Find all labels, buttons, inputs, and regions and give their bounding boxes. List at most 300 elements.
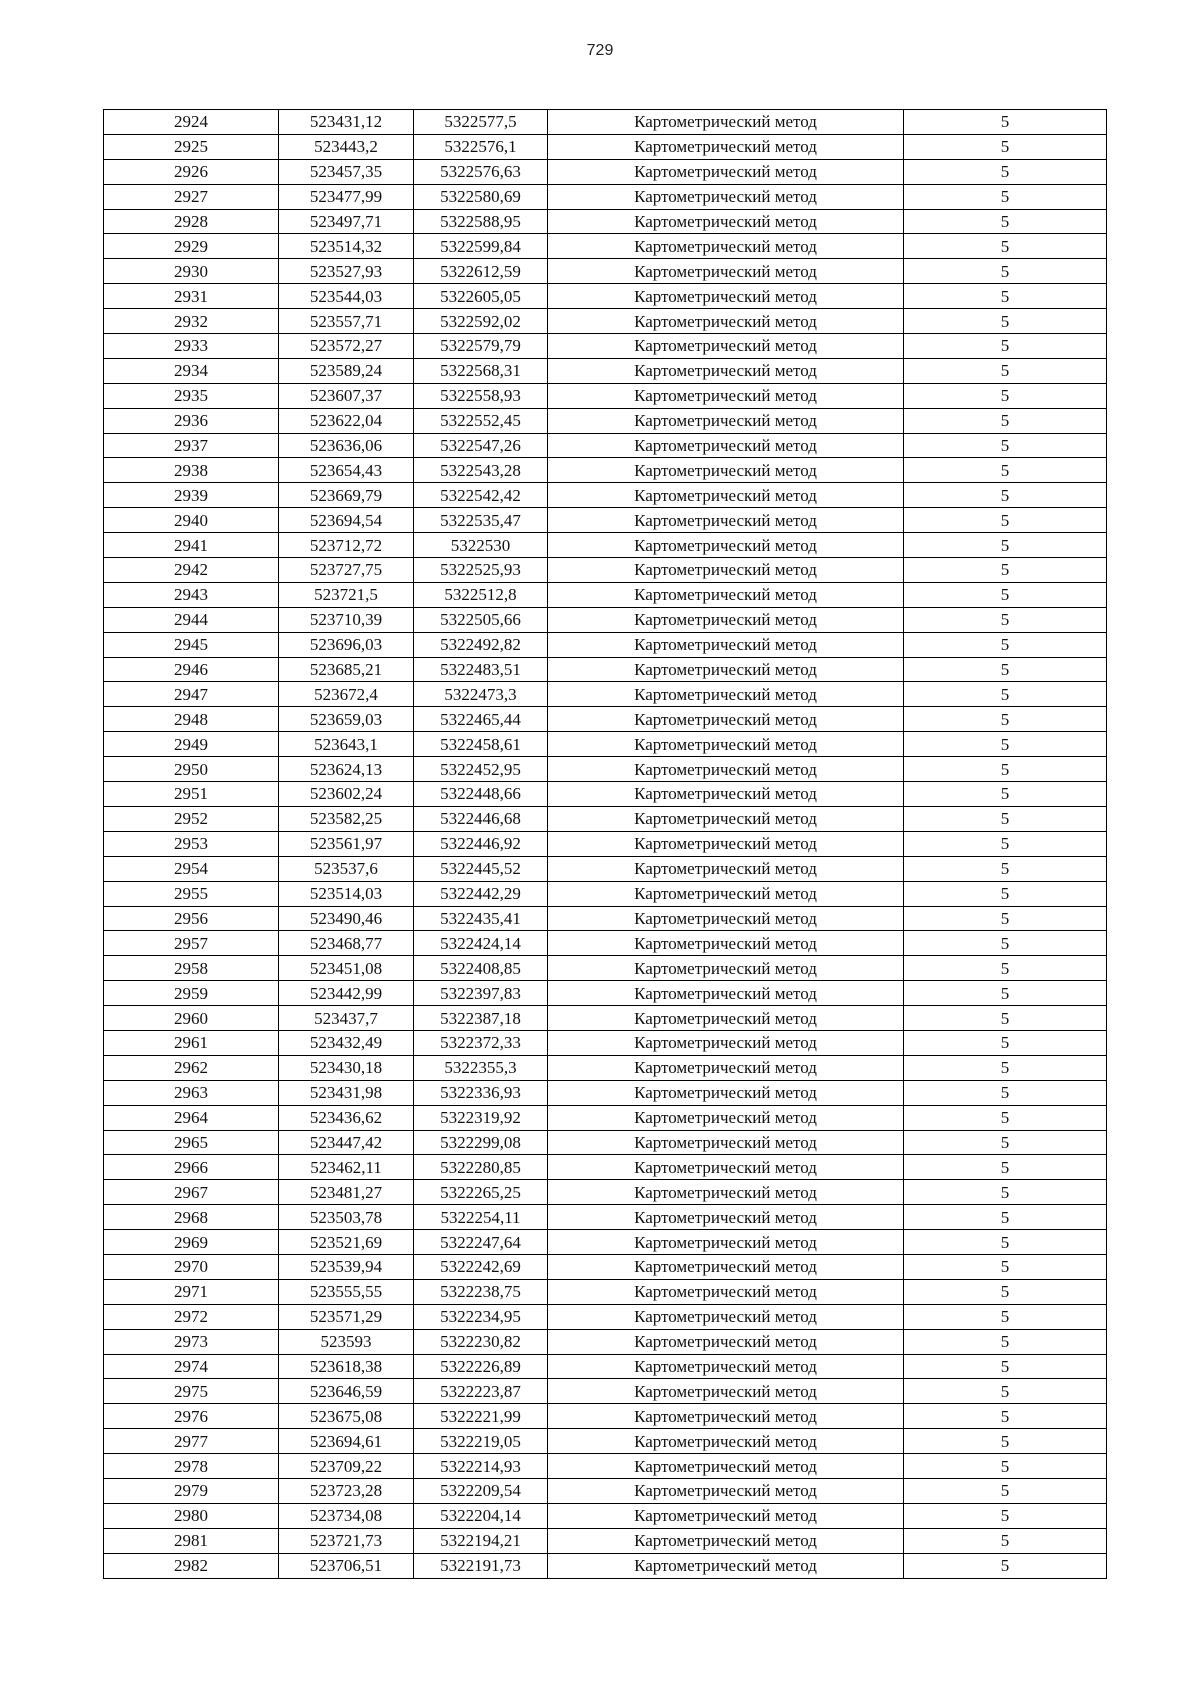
- x-coordinate-cell: 523709,22: [279, 1454, 414, 1479]
- table-row: [104, 110, 1107, 135]
- y-coordinate-cell: 5322247,64: [414, 1230, 548, 1255]
- x-coordinate-cell: 523669,79: [279, 483, 414, 508]
- accuracy-cell: 5: [904, 1279, 1107, 1304]
- method-cell: Картометрический метод: [548, 1205, 904, 1230]
- point-number-cell: 2965: [104, 1130, 279, 1155]
- accuracy-cell: 5: [904, 757, 1107, 782]
- table-row: [104, 1155, 1107, 1180]
- point-number-cell: 2953: [104, 831, 279, 856]
- x-coordinate-cell: 523431,98: [279, 1080, 414, 1105]
- accuracy-cell: 5: [904, 1080, 1107, 1105]
- point-number-cell: 2936: [104, 408, 279, 433]
- y-coordinate-cell: 5322191,73: [414, 1553, 548, 1578]
- table-row: [104, 1006, 1107, 1031]
- method-cell: Картометрический метод: [548, 533, 904, 558]
- x-coordinate-cell: 523712,72: [279, 533, 414, 558]
- table-row: [104, 1130, 1107, 1155]
- method-cell: Картометрический метод: [548, 956, 904, 981]
- point-number-cell: 2941: [104, 533, 279, 558]
- y-coordinate-cell: 5322605,05: [414, 284, 548, 309]
- x-coordinate-cell: 523696,03: [279, 632, 414, 657]
- x-coordinate-cell: 523706,51: [279, 1553, 414, 1578]
- accuracy-cell: 5: [904, 1454, 1107, 1479]
- accuracy-cell: 5: [904, 1155, 1107, 1180]
- method-cell: Картометрический метод: [548, 1180, 904, 1205]
- x-coordinate-cell: 523497,71: [279, 209, 414, 234]
- table-row: [104, 1454, 1107, 1479]
- method-cell: Картометрический метод: [548, 856, 904, 881]
- x-coordinate-cell: 523622,04: [279, 408, 414, 433]
- x-coordinate-cell: 523721,5: [279, 582, 414, 607]
- point-number-cell: 2967: [104, 1180, 279, 1205]
- coordinates-table: [103, 109, 1107, 1579]
- y-coordinate-cell: 5322580,69: [414, 184, 548, 209]
- method-cell: Картометрический метод: [548, 582, 904, 607]
- point-number-cell: 2924: [104, 110, 279, 135]
- table-row: [104, 558, 1107, 583]
- y-coordinate-cell: 5322576,1: [414, 134, 548, 159]
- accuracy-cell: 5: [904, 1230, 1107, 1255]
- point-number-cell: 2956: [104, 906, 279, 931]
- point-number-cell: 2957: [104, 931, 279, 956]
- y-coordinate-cell: 5322280,85: [414, 1155, 548, 1180]
- table-row: [104, 483, 1107, 508]
- method-cell: Картометрический метод: [548, 1254, 904, 1279]
- y-coordinate-cell: 5322214,93: [414, 1454, 548, 1479]
- x-coordinate-cell: 523582,25: [279, 806, 414, 831]
- table-row: [104, 383, 1107, 408]
- y-coordinate-cell: 5322442,29: [414, 881, 548, 906]
- accuracy-cell: 5: [904, 582, 1107, 607]
- point-number-cell: 2947: [104, 682, 279, 707]
- accuracy-cell: 5: [904, 1205, 1107, 1230]
- accuracy-cell: 5: [904, 1553, 1107, 1578]
- point-number-cell: 2960: [104, 1006, 279, 1031]
- accuracy-cell: 5: [904, 159, 1107, 184]
- method-cell: Картометрический метод: [548, 981, 904, 1006]
- x-coordinate-cell: 523727,75: [279, 558, 414, 583]
- y-coordinate-cell: 5322577,5: [414, 110, 548, 135]
- method-cell: Картометрический метод: [548, 358, 904, 383]
- table-row: [104, 1279, 1107, 1304]
- y-coordinate-cell: 5322226,89: [414, 1354, 548, 1379]
- accuracy-cell: 5: [904, 856, 1107, 881]
- method-cell: Картометрический метод: [548, 1105, 904, 1130]
- accuracy-cell: 5: [904, 458, 1107, 483]
- method-cell: Картометрический метод: [548, 1030, 904, 1055]
- x-coordinate-cell: 523571,29: [279, 1304, 414, 1329]
- x-coordinate-cell: 523527,93: [279, 259, 414, 284]
- point-number-cell: 2948: [104, 707, 279, 732]
- y-coordinate-cell: 5322612,59: [414, 259, 548, 284]
- table-row: [104, 632, 1107, 657]
- table-row: [104, 856, 1107, 881]
- point-number-cell: 2946: [104, 657, 279, 682]
- accuracy-cell: 5: [904, 806, 1107, 831]
- accuracy-cell: 5: [904, 383, 1107, 408]
- point-number-cell: 2937: [104, 433, 279, 458]
- method-cell: Картометрический метод: [548, 483, 904, 508]
- y-coordinate-cell: 5322552,45: [414, 408, 548, 433]
- x-coordinate-cell: 523447,42: [279, 1130, 414, 1155]
- point-number-cell: 2981: [104, 1528, 279, 1553]
- point-number-cell: 2926: [104, 159, 279, 184]
- accuracy-cell: 5: [904, 1379, 1107, 1404]
- method-cell: Картометрический метод: [548, 1080, 904, 1105]
- y-coordinate-cell: 5322299,08: [414, 1130, 548, 1155]
- method-cell: Картометрический метод: [548, 508, 904, 533]
- point-number-cell: 2931: [104, 284, 279, 309]
- x-coordinate-cell: 523462,11: [279, 1155, 414, 1180]
- x-coordinate-cell: 523607,37: [279, 383, 414, 408]
- point-number-cell: 2974: [104, 1354, 279, 1379]
- accuracy-cell: 5: [904, 1130, 1107, 1155]
- method-cell: Картометрический метод: [548, 1478, 904, 1503]
- accuracy-cell: 5: [904, 558, 1107, 583]
- point-number-cell: 2971: [104, 1279, 279, 1304]
- accuracy-cell: 5: [904, 259, 1107, 284]
- y-coordinate-cell: 5322336,93: [414, 1080, 548, 1105]
- accuracy-cell: 5: [904, 732, 1107, 757]
- point-number-cell: 2949: [104, 732, 279, 757]
- method-cell: Картометрический метод: [548, 1130, 904, 1155]
- accuracy-cell: 5: [904, 508, 1107, 533]
- table-row: [104, 1404, 1107, 1429]
- table-row: [104, 309, 1107, 334]
- x-coordinate-cell: 523643,1: [279, 732, 414, 757]
- y-coordinate-cell: 5322543,28: [414, 458, 548, 483]
- table-row: [104, 782, 1107, 807]
- point-number-cell: 2982: [104, 1553, 279, 1578]
- x-coordinate-cell: 523436,62: [279, 1105, 414, 1130]
- point-number-cell: 2951: [104, 782, 279, 807]
- table-row: [104, 1105, 1107, 1130]
- table-row: [104, 831, 1107, 856]
- method-cell: Картометрический метод: [548, 184, 904, 209]
- point-number-cell: 2932: [104, 309, 279, 334]
- accuracy-cell: 5: [904, 607, 1107, 632]
- accuracy-cell: 5: [904, 334, 1107, 359]
- table-row: [104, 284, 1107, 309]
- point-number-cell: 2980: [104, 1503, 279, 1528]
- method-cell: Картометрический метод: [548, 732, 904, 757]
- table-row: [104, 134, 1107, 159]
- accuracy-cell: 5: [904, 956, 1107, 981]
- point-number-cell: 2929: [104, 234, 279, 259]
- table-row: [104, 582, 1107, 607]
- point-number-cell: 2958: [104, 956, 279, 981]
- y-coordinate-cell: 5322219,05: [414, 1429, 548, 1454]
- x-coordinate-cell: 523490,46: [279, 906, 414, 931]
- x-coordinate-cell: 523503,78: [279, 1205, 414, 1230]
- x-coordinate-cell: 523514,03: [279, 881, 414, 906]
- point-number-cell: 2940: [104, 508, 279, 533]
- y-coordinate-cell: 5322223,87: [414, 1379, 548, 1404]
- y-coordinate-cell: 5322204,14: [414, 1503, 548, 1528]
- table-row: [104, 458, 1107, 483]
- y-coordinate-cell: 5322458,61: [414, 732, 548, 757]
- point-number-cell: 2972: [104, 1304, 279, 1329]
- accuracy-cell: 5: [904, 110, 1107, 135]
- method-cell: Картометрический метод: [548, 782, 904, 807]
- y-coordinate-cell: 5322483,51: [414, 657, 548, 682]
- point-number-cell: 2955: [104, 881, 279, 906]
- point-number-cell: 2934: [104, 358, 279, 383]
- table-row: [104, 1503, 1107, 1528]
- accuracy-cell: 5: [904, 1055, 1107, 1080]
- method-cell: Картометрический метод: [548, 433, 904, 458]
- method-cell: Картометрический метод: [548, 408, 904, 433]
- method-cell: Картометрический метод: [548, 1354, 904, 1379]
- accuracy-cell: 5: [904, 309, 1107, 334]
- accuracy-cell: 5: [904, 1503, 1107, 1528]
- y-coordinate-cell: 5322448,66: [414, 782, 548, 807]
- point-number-cell: 2938: [104, 458, 279, 483]
- x-coordinate-cell: 523723,28: [279, 1478, 414, 1503]
- page-number: 729: [586, 42, 614, 59]
- point-number-cell: 2933: [104, 334, 279, 359]
- accuracy-cell: 5: [904, 931, 1107, 956]
- y-coordinate-cell: 5322265,25: [414, 1180, 548, 1205]
- method-cell: Картометрический метод: [548, 1379, 904, 1404]
- table-row: [104, 209, 1107, 234]
- method-cell: Картометрический метод: [548, 806, 904, 831]
- method-cell: Картометрический метод: [548, 284, 904, 309]
- method-cell: Картометрический метод: [548, 234, 904, 259]
- table-row: [104, 408, 1107, 433]
- method-cell: Картометрический метод: [548, 931, 904, 956]
- table-row: [104, 1254, 1107, 1279]
- method-cell: Картометрический метод: [548, 1230, 904, 1255]
- y-coordinate-cell: 5322445,52: [414, 856, 548, 881]
- x-coordinate-cell: 523432,49: [279, 1030, 414, 1055]
- table-row: [104, 1030, 1107, 1055]
- y-coordinate-cell: 5322387,18: [414, 1006, 548, 1031]
- method-cell: Картометрический метод: [548, 632, 904, 657]
- y-coordinate-cell: 5322547,26: [414, 433, 548, 458]
- x-coordinate-cell: 523675,08: [279, 1404, 414, 1429]
- point-number-cell: 2970: [104, 1254, 279, 1279]
- x-coordinate-cell: 523539,94: [279, 1254, 414, 1279]
- x-coordinate-cell: 523442,99: [279, 981, 414, 1006]
- point-number-cell: 2966: [104, 1155, 279, 1180]
- accuracy-cell: 5: [904, 1006, 1107, 1031]
- accuracy-cell: 5: [904, 1304, 1107, 1329]
- method-cell: Картометрический метод: [548, 1155, 904, 1180]
- x-coordinate-cell: 523443,2: [279, 134, 414, 159]
- accuracy-cell: 5: [904, 433, 1107, 458]
- y-coordinate-cell: 5322230,82: [414, 1329, 548, 1354]
- method-cell: Картометрический метод: [548, 1553, 904, 1578]
- x-coordinate-cell: 523477,99: [279, 184, 414, 209]
- x-coordinate-cell: 523431,12: [279, 110, 414, 135]
- x-coordinate-cell: 523734,08: [279, 1503, 414, 1528]
- table-row: [104, 732, 1107, 757]
- table-row: [104, 1379, 1107, 1404]
- method-cell: Картометрический метод: [548, 1055, 904, 1080]
- y-coordinate-cell: 5322592,02: [414, 309, 548, 334]
- y-coordinate-cell: 5322568,31: [414, 358, 548, 383]
- y-coordinate-cell: 5322234,95: [414, 1304, 548, 1329]
- accuracy-cell: 5: [904, 1030, 1107, 1055]
- x-coordinate-cell: 523544,03: [279, 284, 414, 309]
- accuracy-cell: 5: [904, 1429, 1107, 1454]
- y-coordinate-cell: 5322512,8: [414, 582, 548, 607]
- accuracy-cell: 5: [904, 1354, 1107, 1379]
- y-coordinate-cell: 5322492,82: [414, 632, 548, 657]
- accuracy-cell: 5: [904, 234, 1107, 259]
- y-coordinate-cell: 5322372,33: [414, 1030, 548, 1055]
- x-coordinate-cell: 523521,69: [279, 1230, 414, 1255]
- point-number-cell: 2950: [104, 757, 279, 782]
- table-row: [104, 1180, 1107, 1205]
- method-cell: Картометрический метод: [548, 607, 904, 632]
- accuracy-cell: 5: [904, 981, 1107, 1006]
- y-coordinate-cell: 5322473,3: [414, 682, 548, 707]
- table-row: [104, 981, 1107, 1006]
- method-cell: Картометрический метод: [548, 458, 904, 483]
- accuracy-cell: 5: [904, 1404, 1107, 1429]
- x-coordinate-cell: 523561,97: [279, 831, 414, 856]
- method-cell: Картометрический метод: [548, 757, 904, 782]
- accuracy-cell: 5: [904, 782, 1107, 807]
- point-number-cell: 2927: [104, 184, 279, 209]
- table-row: [104, 508, 1107, 533]
- y-coordinate-cell: 5322435,41: [414, 906, 548, 931]
- table-row: [104, 533, 1107, 558]
- method-cell: Картометрический метод: [548, 831, 904, 856]
- method-cell: Картометрический метод: [548, 1006, 904, 1031]
- point-number-cell: 2925: [104, 134, 279, 159]
- table-row: [104, 358, 1107, 383]
- x-coordinate-cell: 523646,59: [279, 1379, 414, 1404]
- accuracy-cell: 5: [904, 408, 1107, 433]
- table-row: [104, 234, 1107, 259]
- table-row: [104, 657, 1107, 682]
- table-row: [104, 433, 1107, 458]
- y-coordinate-cell: 5322465,44: [414, 707, 548, 732]
- method-cell: Картометрический метод: [548, 309, 904, 334]
- table-row: [104, 956, 1107, 981]
- method-cell: Картометрический метод: [548, 110, 904, 135]
- point-number-cell: 2963: [104, 1080, 279, 1105]
- method-cell: Картометрический метод: [548, 1429, 904, 1454]
- x-coordinate-cell: 523572,27: [279, 334, 414, 359]
- y-coordinate-cell: 5322579,79: [414, 334, 548, 359]
- method-cell: Картометрический метод: [548, 383, 904, 408]
- point-number-cell: 2975: [104, 1379, 279, 1404]
- method-cell: Картометрический метод: [548, 558, 904, 583]
- table-row: [104, 707, 1107, 732]
- table-row: [104, 1553, 1107, 1578]
- method-cell: Картометрический метод: [548, 1329, 904, 1354]
- point-number-cell: 2935: [104, 383, 279, 408]
- accuracy-cell: 5: [904, 483, 1107, 508]
- method-cell: Картометрический метод: [548, 259, 904, 284]
- point-number-cell: 2942: [104, 558, 279, 583]
- x-coordinate-cell: 523602,24: [279, 782, 414, 807]
- y-coordinate-cell: 5322446,68: [414, 806, 548, 831]
- point-number-cell: 2964: [104, 1105, 279, 1130]
- method-cell: Картометрический метод: [548, 134, 904, 159]
- x-coordinate-cell: 523654,43: [279, 458, 414, 483]
- table-row: [104, 682, 1107, 707]
- x-coordinate-cell: 523481,27: [279, 1180, 414, 1205]
- y-coordinate-cell: 5322525,93: [414, 558, 548, 583]
- y-coordinate-cell: 5322242,69: [414, 1254, 548, 1279]
- accuracy-cell: 5: [904, 906, 1107, 931]
- table-row: [104, 1080, 1107, 1105]
- y-coordinate-cell: 5322221,99: [414, 1404, 548, 1429]
- y-coordinate-cell: 5322542,42: [414, 483, 548, 508]
- y-coordinate-cell: 5322238,75: [414, 1279, 548, 1304]
- x-coordinate-cell: 523589,24: [279, 358, 414, 383]
- x-coordinate-cell: 523710,39: [279, 607, 414, 632]
- table-row: [104, 1205, 1107, 1230]
- x-coordinate-cell: 523537,6: [279, 856, 414, 881]
- method-cell: Картометрический метод: [548, 159, 904, 184]
- point-number-cell: 2954: [104, 856, 279, 881]
- point-number-cell: 2979: [104, 1478, 279, 1503]
- table-row: [104, 881, 1107, 906]
- method-cell: Картометрический метод: [548, 1304, 904, 1329]
- x-coordinate-cell: 523694,61: [279, 1429, 414, 1454]
- y-coordinate-cell: 5322599,84: [414, 234, 548, 259]
- method-cell: Картометрический метод: [548, 1279, 904, 1304]
- method-cell: Картометрический метод: [548, 1454, 904, 1479]
- table-row: [104, 931, 1107, 956]
- table-row: [104, 1528, 1107, 1553]
- method-cell: Картометрический метод: [548, 881, 904, 906]
- y-coordinate-cell: 5322446,92: [414, 831, 548, 856]
- x-coordinate-cell: 523593: [279, 1329, 414, 1354]
- accuracy-cell: 5: [904, 533, 1107, 558]
- accuracy-cell: 5: [904, 1329, 1107, 1354]
- y-coordinate-cell: 5322254,11: [414, 1205, 548, 1230]
- method-cell: Картометрический метод: [548, 1404, 904, 1429]
- table-row: [104, 1478, 1107, 1503]
- table-row: [104, 1304, 1107, 1329]
- y-coordinate-cell: 5322535,47: [414, 508, 548, 533]
- x-coordinate-cell: 523624,13: [279, 757, 414, 782]
- y-coordinate-cell: 5322194,21: [414, 1528, 548, 1553]
- accuracy-cell: 5: [904, 184, 1107, 209]
- table-row: [104, 1429, 1107, 1454]
- point-number-cell: 2977: [104, 1429, 279, 1454]
- point-number-cell: 2952: [104, 806, 279, 831]
- x-coordinate-cell: 523555,55: [279, 1279, 414, 1304]
- x-coordinate-cell: 523685,21: [279, 657, 414, 682]
- x-coordinate-cell: 523468,77: [279, 931, 414, 956]
- table-row: [104, 1230, 1107, 1255]
- x-coordinate-cell: 523721,73: [279, 1528, 414, 1553]
- y-coordinate-cell: 5322505,66: [414, 607, 548, 632]
- point-number-cell: 2944: [104, 607, 279, 632]
- accuracy-cell: 5: [904, 134, 1107, 159]
- point-number-cell: 2962: [104, 1055, 279, 1080]
- table-row: [104, 259, 1107, 284]
- table-row: [104, 806, 1107, 831]
- x-coordinate-cell: 523457,35: [279, 159, 414, 184]
- method-cell: Картометрический метод: [548, 1503, 904, 1528]
- accuracy-cell: 5: [904, 682, 1107, 707]
- accuracy-cell: 5: [904, 1180, 1107, 1205]
- x-coordinate-cell: 523430,18: [279, 1055, 414, 1080]
- y-coordinate-cell: 5322530: [414, 533, 548, 558]
- x-coordinate-cell: 523437,7: [279, 1006, 414, 1031]
- table-row: [104, 1354, 1107, 1379]
- y-coordinate-cell: 5322397,83: [414, 981, 548, 1006]
